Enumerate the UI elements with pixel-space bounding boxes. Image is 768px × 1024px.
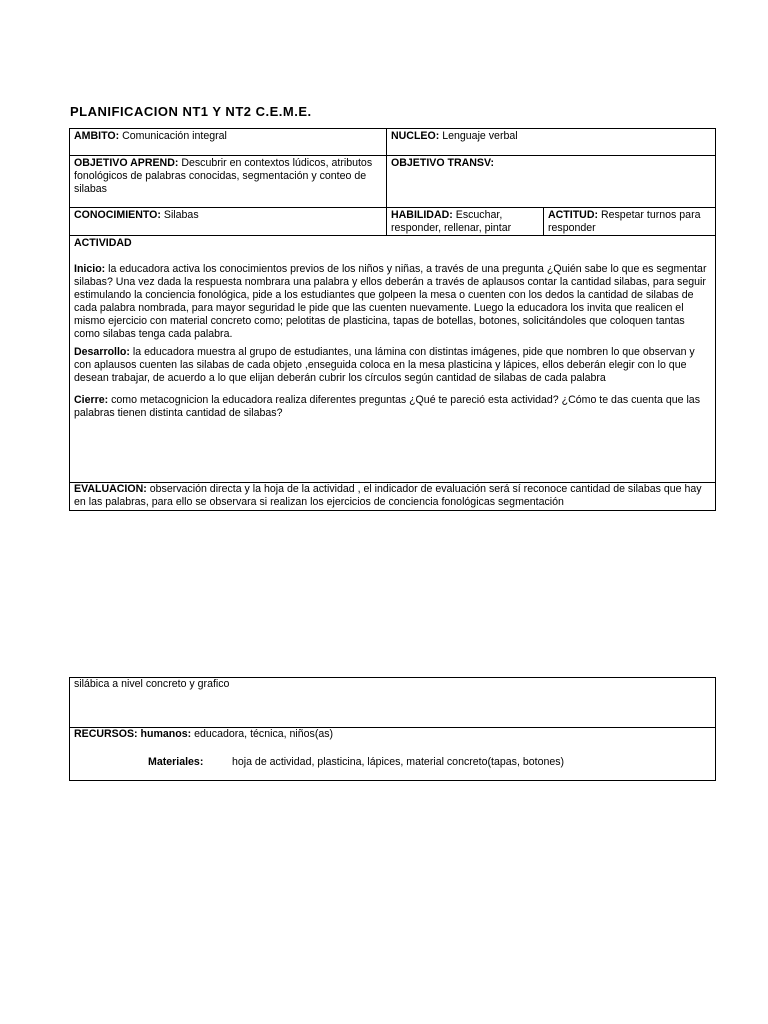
- materiales-line: [74, 756, 711, 769]
- cierre-text: como metacognicion la educadora realiza diferentes preguntas ¿Qué te pareció esta actividad? ¿Cómo te das cuenta que las palabras tienen distinta cantidad de silabas?: [74, 394, 700, 419]
- conocimiento-cell: [70, 207, 386, 236]
- ambito-cell: [70, 129, 386, 156]
- recursos-label: RECURSOS:: [74, 728, 138, 740]
- cierre-label: Cierre:: [74, 394, 109, 406]
- objetivo-transv-label: OBJETIVO TRANSV:: [391, 157, 495, 169]
- humanos-label: humanos:: [140, 728, 192, 740]
- humanos-value: educadora, técnica, niños(as): [194, 728, 334, 740]
- actitud-label: ACTITUD:: [548, 209, 599, 221]
- conocimiento-value: Silabas: [163, 209, 199, 221]
- actividad-cell: [70, 235, 715, 483]
- inicio-paragraph: [74, 263, 711, 341]
- evaluacion-cell: [70, 482, 715, 510]
- actitud-value: Respetar turnos para responder: [548, 209, 701, 234]
- actividad-heading: ACTIVIDAD: [74, 237, 132, 249]
- habilidad-value: Escuchar, responder, rellenar, pintar: [391, 209, 512, 234]
- evaluacion-label: EVALUACION:: [74, 483, 147, 495]
- nucleo-label: NUCLEO:: [391, 130, 440, 142]
- habilidad-cell: [386, 207, 544, 236]
- materiales-value: hoja de actividad, plasticina, lápices, material concreto(tapas, botones): [231, 756, 565, 768]
- evaluacion-continuation-cell: [70, 678, 715, 728]
- objetivo-aprend-label: OBJETIVO APREND:: [74, 157, 179, 169]
- nucleo-value: Lenguaje verbal: [442, 130, 518, 142]
- page-title: PLANIFICACION NT1 Y NT2 C.E.M.E.: [70, 104, 312, 119]
- inicio-text: la educadora activa los conocimientos previos de los niños y niñas, a través de una pregunta ¿Quién sabe lo que es segmentar silabas? Una vez dada la respuesta nombrara una palabra y ellos deberán a través de aplausos contar la cantidad silabas, para seguir estimulando la conciencia fonológica, pide a los estudiantes que golpeen la mesa o cuenten con los dedos la cantidad de silabas de cada palabra nombrada, para mayor seguridad le pide que las cuenten nuevamente. Luego la educadora los invita que realicen el mismo ejercicio con material concreto como; pelotitas de plasticina, tapas de botellas, botones, solicitándoles que coloquen tantas como silabas tenga cada palabra.: [74, 263, 707, 340]
- evaluacion-continuation: silábica a nivel concreto y grafico: [74, 678, 230, 690]
- habilidad-label: HABILIDAD:: [391, 209, 453, 221]
- objetivo-aprend-cell: [70, 155, 386, 208]
- planning-table: [69, 128, 716, 511]
- nucleo-cell: [386, 129, 716, 156]
- desarrollo-label: Desarrollo:: [74, 346, 130, 358]
- desarrollo-paragraph: [74, 346, 711, 385]
- materiales-label: Materiales:: [148, 756, 204, 768]
- objetivo-aprend-value: Descubrir en contextos lúdicos, atributos fonológicos de palabras conocidas, segmentación y conteo de silabas: [74, 157, 373, 195]
- actitud-cell: [543, 207, 716, 236]
- ambito-label: AMBITO:: [74, 130, 120, 142]
- conocimiento-label: CONOCIMIENTO:: [74, 209, 161, 221]
- objetivo-transv-cell: [386, 155, 716, 208]
- evaluacion-value: observación directa y la hoja de la actividad , el indicador de evaluación será sí reconoce cantidad de silabas que hay en las palabras, para ello se observara si realizan los ejercicios de conciencia fonológicas segmentación: [74, 483, 702, 508]
- inicio-label: Inicio:: [74, 263, 106, 275]
- resources-table: [69, 677, 716, 781]
- ambito-value: Comunicación integral: [122, 130, 227, 142]
- desarrollo-text: la educadora muestra al grupo de estudiantes, una lámina con distintas imágenes, pide que nombren lo que observan y con aplausos cuenten las silabas de cada objeto ,enseguida coloca en la mesa plasticina y lápices, ellos deberán elegir con lo que desean trabajar, de acuerdo a lo que elijan deberán cubrir los círculos según cantidad de silabas de cada palabra: [74, 346, 695, 384]
- recursos-cell: [70, 727, 715, 780]
- recursos-line: [74, 728, 711, 741]
- cierre-paragraph: [74, 394, 711, 420]
